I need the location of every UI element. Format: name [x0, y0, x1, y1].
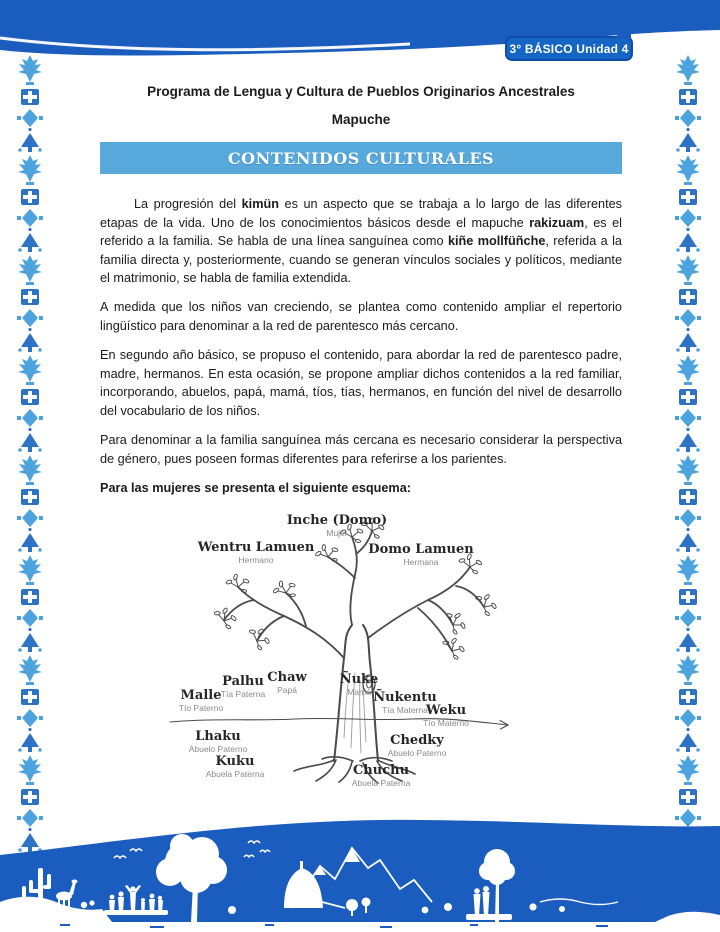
kin-gloss: Hermana [403, 556, 439, 567]
body-paragraphs [100, 195, 622, 497]
kin-gloss: Tía Materna [382, 704, 428, 715]
kin-gloss: Mamá [347, 686, 371, 697]
kin-term: Lhaku [195, 728, 241, 744]
paragraph: A medida que los niños van creciendo, se plantea como contenido ampliar el repertorio lingüístico para denominar a la red de parentesco más cercano. [100, 300, 622, 334]
paragraph: La progresión del kimün es un aspecto que se trabaja a lo largo de las diferentes etapas de la vida. Uno de los conocimientos básicos desde el mapuche rakizuam, es el referido a la familia. Se habla de una línea sanguínea como kiñe mollfüñche, referida a la familia directa y, posteriormente, cuando se generan vínculos sociales y políticos, mediante el matrimonio, se habla de familia extendida. [100, 197, 622, 286]
kin-gloss: Abuela Paterna [205, 768, 265, 779]
kin-label-malle [179, 689, 223, 713]
kin-gloss: Tía Paterna [220, 688, 266, 699]
left-border-motifs [15, 54, 45, 854]
kin-gloss: Abuelo Paterno [387, 747, 447, 758]
kin-label-kuku [206, 755, 265, 779]
kin-term: Domo Lamuen [368, 541, 474, 557]
kin-gloss: Papá [277, 684, 297, 695]
kin-label-lhaku [189, 730, 248, 754]
unit-badge-label: 3° BÁSICO Unidad 4 [509, 41, 629, 56]
section-banner [100, 142, 622, 174]
kin-gloss: Hermano [238, 554, 274, 565]
program-title: Programa de Lengua y Cultura de Pueblos Originarios Ancestrales [147, 84, 575, 99]
subtitle-mapuche: Mapuche [331, 112, 391, 127]
kin-term: Chaw [267, 669, 307, 685]
family-tree-diagram [156, 508, 566, 803]
kin-label-chuchu [352, 764, 411, 788]
paragraph: Para denominar a la familia sanguínea más cercana es necesario considerar la perspectiva de género, pues poseen formas diferentes para referirse a los parientes. [100, 433, 622, 466]
right-border-pattern [673, 54, 703, 854]
paragraph: En segundo año básico, se propuso el contenido, para abordar la red de parentesco padre, madre, hermanos. En esta ocasión, se propone ampliar dichos contenidos a la red familiar, incorporando, abuelos, papá, mamá, tíos, tías, hermanos, en función del nivel de desarrollo del vocabulario de los niños. [100, 348, 622, 418]
kin-term: Chuchu [352, 762, 410, 778]
kin-term: Ñuke [339, 671, 379, 687]
unit-badge [505, 36, 633, 61]
kin-gloss: Abuelo Paterno [188, 743, 248, 754]
kin-term: Ñukentu [373, 689, 437, 705]
footer-illustration [0, 810, 720, 932]
kin-term: Wentru Lamuen [197, 539, 315, 555]
kin-label-weku [423, 704, 469, 728]
kin-label-inche [287, 514, 387, 538]
kin-label-wentru-lamuen [198, 541, 315, 565]
left-border-pattern [15, 54, 45, 854]
kin-term: Weku [425, 702, 467, 718]
section-banner-title: CONTENIDOS CULTURALES [227, 148, 495, 168]
kin-term: Palhu [222, 673, 264, 689]
kin-label-chaw [267, 671, 306, 695]
kin-label-palhu [221, 675, 265, 699]
kin-label-chedky [388, 734, 447, 758]
kin-label-domo-lamuen [368, 543, 473, 567]
page-content [100, 84, 622, 803]
kin-term: Malle [180, 687, 222, 703]
kin-term: Inche (Domo) [286, 512, 388, 528]
kin-gloss: Abuela Paterna [351, 777, 411, 788]
kin-gloss: Tío Paterno [178, 702, 224, 713]
kin-term: Kuku [215, 753, 255, 769]
kin-term: Chedky [390, 732, 444, 748]
kin-gloss: Mujer [326, 527, 348, 538]
kin-gloss: Tío Materno [423, 717, 469, 728]
paragraph: Para las mujeres se presenta el siguiente esquema: [100, 480, 411, 495]
right-border-motifs [673, 54, 703, 854]
